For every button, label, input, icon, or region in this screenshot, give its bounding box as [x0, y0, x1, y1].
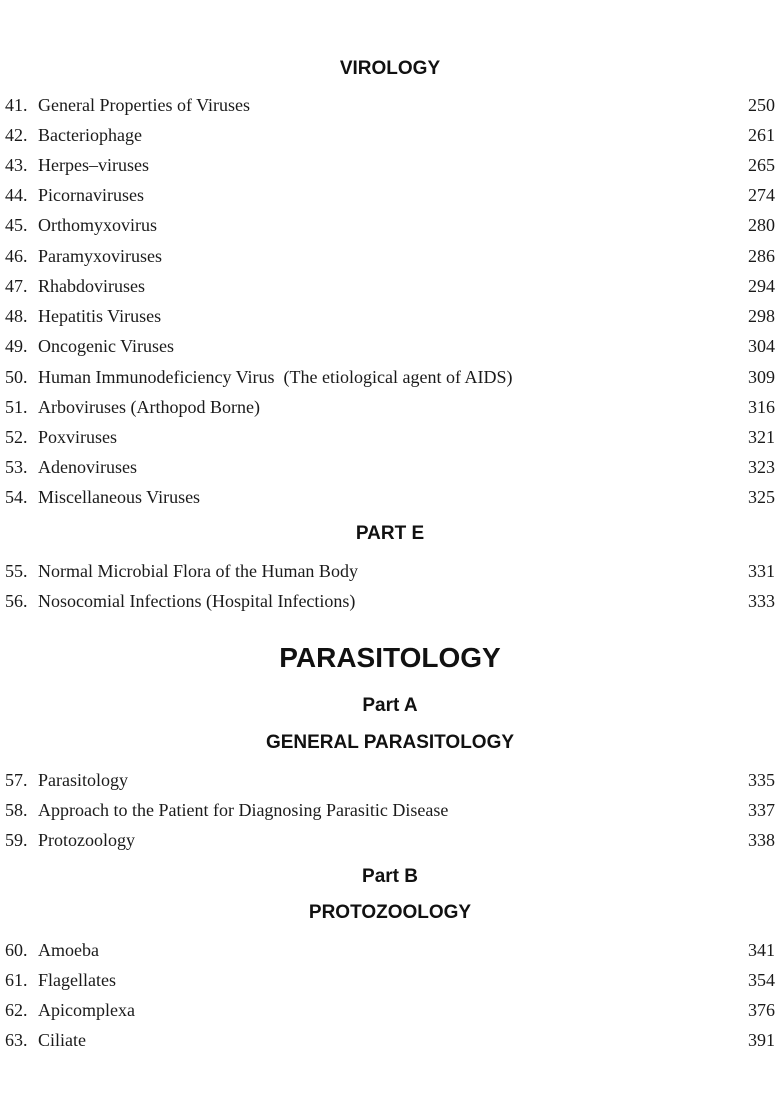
entry-page: 265	[748, 155, 775, 175]
entry-number: 61.	[5, 970, 28, 990]
entry-page: 261	[748, 125, 775, 145]
toc-entry	[5, 425, 775, 449]
section-heading-part-e: PART E	[355, 523, 425, 544]
toc-entry	[5, 153, 775, 177]
toc-entry	[5, 334, 775, 358]
entry-page: 331	[748, 561, 775, 581]
entry-title: Paramyxoviruses	[38, 246, 162, 266]
toc-entry	[5, 938, 775, 962]
toc-entry	[5, 998, 775, 1022]
entry-title: Oncogenic Viruses	[38, 336, 175, 356]
entry-title: Apicomplexa	[38, 1000, 135, 1020]
entry-page: 250	[748, 95, 775, 115]
entry-page: 333	[748, 591, 775, 611]
toc-entry	[5, 183, 775, 207]
toc-entry	[5, 93, 775, 117]
entry-number: 49.	[5, 336, 28, 356]
entry-number: 41.	[5, 95, 28, 115]
section-heading-general-parasitology: GENERAL PARASITOLOGY	[265, 732, 515, 753]
entry-title: Picornaviruses	[38, 185, 144, 205]
entry-page: 335	[748, 770, 775, 790]
section-heading-part-a: Part A	[362, 695, 418, 716]
entry-title: General Properties of Viruses	[38, 95, 251, 115]
entry-number: 58.	[5, 800, 28, 820]
toc-entry	[5, 768, 775, 792]
entry-number: 54.	[5, 487, 28, 507]
toc-entry	[5, 968, 775, 992]
entry-number: 43.	[5, 155, 28, 175]
entry-title: Bacteriophage	[38, 125, 142, 145]
entry-title: Amoeba	[38, 940, 99, 960]
entry-number: 63.	[5, 1030, 28, 1050]
entry-page: 337	[748, 800, 775, 820]
entry-page: 323	[748, 457, 775, 477]
entry-number: 59.	[5, 830, 28, 850]
entry-page: 309	[748, 367, 775, 387]
entry-page: 354	[748, 970, 775, 990]
entry-page: 325	[748, 487, 775, 507]
entry-number: 62.	[5, 1000, 28, 1020]
entry-title: Poxviruses	[38, 427, 118, 447]
entry-number: 53.	[5, 457, 28, 477]
entry-number: 50.	[5, 367, 28, 387]
toc-entry	[5, 123, 775, 147]
entry-number: 57.	[5, 770, 28, 790]
entry-number: 48.	[5, 306, 28, 326]
entry-number: 42.	[5, 125, 28, 145]
entry-title: Orthomyxovirus	[38, 215, 157, 235]
entry-page: 341	[748, 940, 775, 960]
toc-entry	[5, 798, 775, 822]
entry-title: Nosocomial Infections (Hospital Infections)	[38, 591, 356, 611]
toc-entry	[5, 1028, 775, 1052]
entry-page: 280	[748, 215, 775, 235]
entry-title: Arboviruses (Arthopod Borne)	[38, 397, 260, 417]
toc-entry	[5, 589, 775, 613]
section-heading-virology: VIROLOGY	[339, 58, 441, 79]
toc-entry	[5, 828, 775, 852]
toc-entry	[5, 455, 775, 479]
entry-number: 51.	[5, 397, 28, 417]
toc-entry	[5, 304, 775, 328]
entry-number: 44.	[5, 185, 28, 205]
entry-page: 294	[748, 276, 775, 296]
entry-title: Protozoology	[38, 830, 135, 850]
toc-entry	[5, 213, 775, 237]
entry-title: Parasitology	[38, 770, 128, 790]
entry-title: Hepatitis Viruses	[38, 306, 162, 326]
entry-page: 286	[748, 246, 775, 266]
entry-title: Flagellates	[38, 970, 116, 990]
entry-title: Normal Microbial Flora of the Human Body	[38, 561, 358, 581]
entry-number: 52.	[5, 427, 28, 447]
entry-page: 338	[748, 830, 775, 850]
section-heading-part-b: Part B	[362, 866, 418, 887]
entry-number: 55.	[5, 561, 28, 581]
entry-page: 274	[748, 185, 775, 205]
entry-number: 47.	[5, 276, 28, 296]
entry-page: 391	[748, 1030, 775, 1050]
toc-entry	[5, 274, 775, 298]
section-heading-parasitology: PARASITOLOGY	[279, 642, 501, 673]
toc-entry	[5, 485, 775, 509]
entry-title: Rhabdoviruses	[38, 276, 145, 296]
entry-page: 376	[748, 1000, 775, 1020]
entry-title: Herpes–viruses	[38, 155, 149, 175]
entry-page: 321	[748, 427, 775, 447]
entry-title: Adenoviruses	[38, 457, 137, 477]
entry-page: 298	[748, 306, 775, 326]
entry-number: 46.	[5, 246, 28, 266]
entry-number: 60.	[5, 940, 28, 960]
entry-title: Human Immunodeficiency Virus (The etiological agent of AIDS)	[38, 367, 513, 387]
entry-number: 56.	[5, 591, 28, 611]
toc-entry	[5, 559, 775, 583]
section-heading-protozoology: PROTOZOOLOGY	[308, 902, 472, 923]
entry-title: Ciliate	[38, 1030, 86, 1050]
toc-entry	[5, 395, 775, 419]
entry-page: 304	[748, 336, 775, 356]
entry-page: 316	[748, 397, 775, 417]
toc-entry	[5, 365, 775, 389]
toc-entry	[5, 244, 775, 268]
entry-title: Approach to the Patient for Diagnosing Parasitic Disease	[38, 800, 449, 820]
entry-title: Miscellaneous Viruses	[38, 487, 201, 507]
entry-number: 45.	[5, 215, 28, 235]
